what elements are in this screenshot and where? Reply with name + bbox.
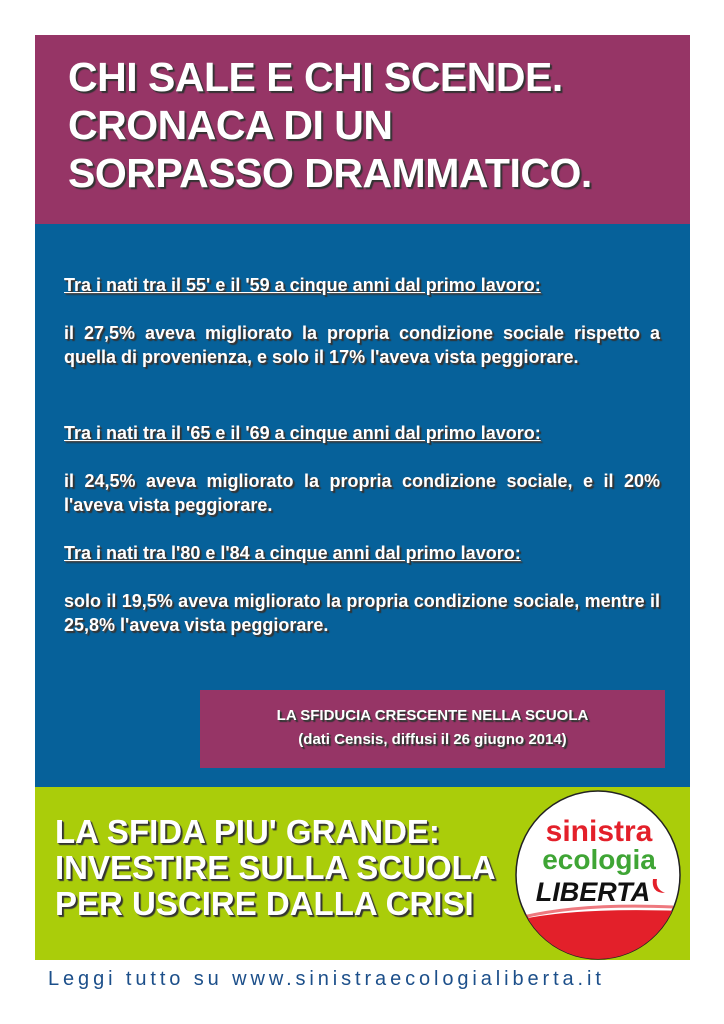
section-heading: Tra i nati tra il 55' e il '59 a cinque anni dal primo lavoro: [64,275,541,295]
source-box [200,690,665,768]
section-3 [64,541,660,637]
section-heading: Tra i nati tra l'80 e l'84 a cinque anni dal primo lavoro: [64,543,521,563]
party-logo [513,789,683,961]
statistics-panel [35,224,690,787]
section-1 [64,273,660,369]
slogan-line: INVESTIRE SULLA SCUOLA [55,849,496,886]
red-brush-stroke [513,910,683,961]
website-link[interactable]: Leggi tutto su www.sinistraecologialiberta.it [48,968,605,990]
title-line: CRONACA DI UN [68,102,393,148]
logo-text-ecologia: ecologia [542,844,656,875]
title-banner [35,35,690,224]
title-line: CHI SALE E CHI SCENDE. [68,54,563,100]
section-heading: Tra i nati tra il '65 e il '69 a cinque anni dal primo lavoro: [64,423,541,443]
slogan-line: LA SFIDA PIU' GRANDE: [55,813,440,850]
section-2 [64,421,660,517]
section-text: il 24,5% aveva migliorato la propria condizione sociale, e il 20% l'aveva vista peggiorare. [64,471,660,515]
section-text: solo il 19,5% aveva migliorato la propria condizione sociale, mentre il 25,8% l'aveva vista peggiorare. [64,591,660,635]
logo-text-liberta: LIBERTA [535,877,651,907]
slogan [55,814,496,922]
title-line: SORPASSO DRAMMATICO. [68,150,592,196]
slogan-panel [35,787,690,960]
source-subtitle: (dati Censis, diffusi il 26 giugno 2014) [298,731,567,748]
page-title [68,53,592,197]
source-title: LA SFIDUCIA CRESCENTE NELLA SCUOLA [276,707,589,724]
logo-text-sinistra: sinistra [545,815,653,848]
section-text: il 27,5% aveva migliorato la propria condizione sociale rispetto a quella di provenienza, e solo il 17% l'aveva vista peggiorare. [64,323,660,367]
slogan-line: PER USCIRE DALLA CRISI [55,885,474,922]
